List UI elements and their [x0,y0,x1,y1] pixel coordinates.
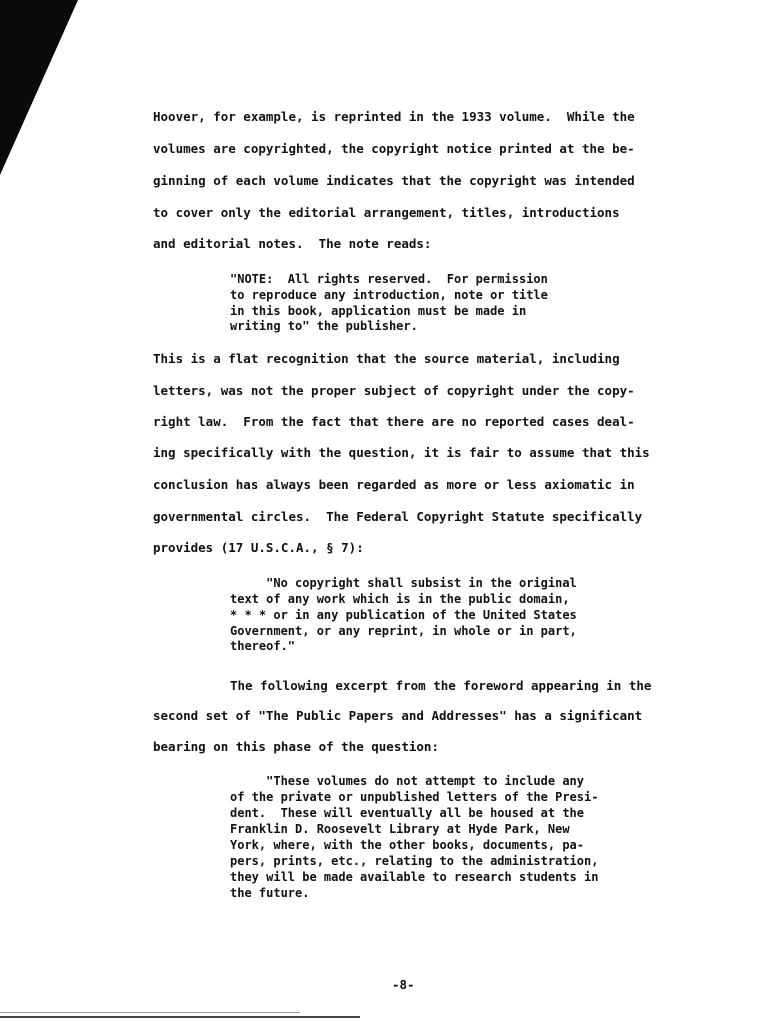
text-line: bearing on this phase of the question: [153,739,439,754]
quote-line: dent. These will eventually all be housed at the [230,806,585,820]
quote-line: Franklin D. Roosevelt Library at Hyde Park, New [230,822,570,836]
quote-line: text of any work which is in the public domain, [230,592,570,606]
text-line: second set of "The Public Papers and Addresses" has a significant [153,708,643,723]
quote-line: thereof." [230,639,296,653]
quote-line: Government, or any reprint, in whole or in part, [230,624,577,638]
text-line: and editorial notes. The note reads: [153,236,432,251]
page-number: -8- [392,977,415,992]
text-line: Hoover, for example, is reprinted in the 1933 volume. While the [153,109,635,124]
text-line: right law. From the fact that there are no reported cases deal- [153,414,635,429]
quote-line: pers, prints, etc., relating to the administration, [230,854,599,868]
text-line: The following excerpt from the foreword appearing in the [230,678,652,693]
quote-line: * * * or in any publication of the United States [230,608,577,622]
scan-edge-line [0,1012,300,1013]
quote-line: in this book, application must be made in [230,304,527,318]
text-line: provides (17 U.S.C.A., § 7): [153,540,364,555]
text-line: volumes are copyrighted, the copyright notice printed at the be- [153,141,635,156]
quote-line: "No copyright shall subsist in the original [230,576,577,590]
quote-line: York, where, with the other books, documents, pa- [230,838,585,852]
scan-edge-line [0,1016,360,1018]
quote-line: "NOTE: All rights reserved. For permission [230,272,548,286]
quote-line: "These volumes do not attempt to include any [230,774,585,788]
text-line: governmental circles. The Federal Copyright Statute specifically [153,509,643,524]
quote-line: they will be made available to research students in [230,870,599,884]
text-line: ing specifically with the question, it is fair to assume that this [153,445,650,460]
text-line: This is a flat recognition that the source material, including [153,351,620,366]
quote-line: to reproduce any introduction, note or title [230,288,548,302]
quote-line: of the private or unpublished letters of the Presi- [230,790,599,804]
text-line: letters, was not the proper subject of copyright under the copy- [153,383,635,398]
text-line: ginning of each volume indicates that the copyright was intended [153,173,635,188]
quote-line: writing to" the publisher. [230,319,418,333]
quote-line: the future. [230,886,310,900]
text-line: conclusion has always been regarded as more or less axiomatic in [153,477,635,492]
text-line: to cover only the editorial arrangement, titles, introductions [153,205,620,220]
scan-corner-shadow [0,0,78,175]
